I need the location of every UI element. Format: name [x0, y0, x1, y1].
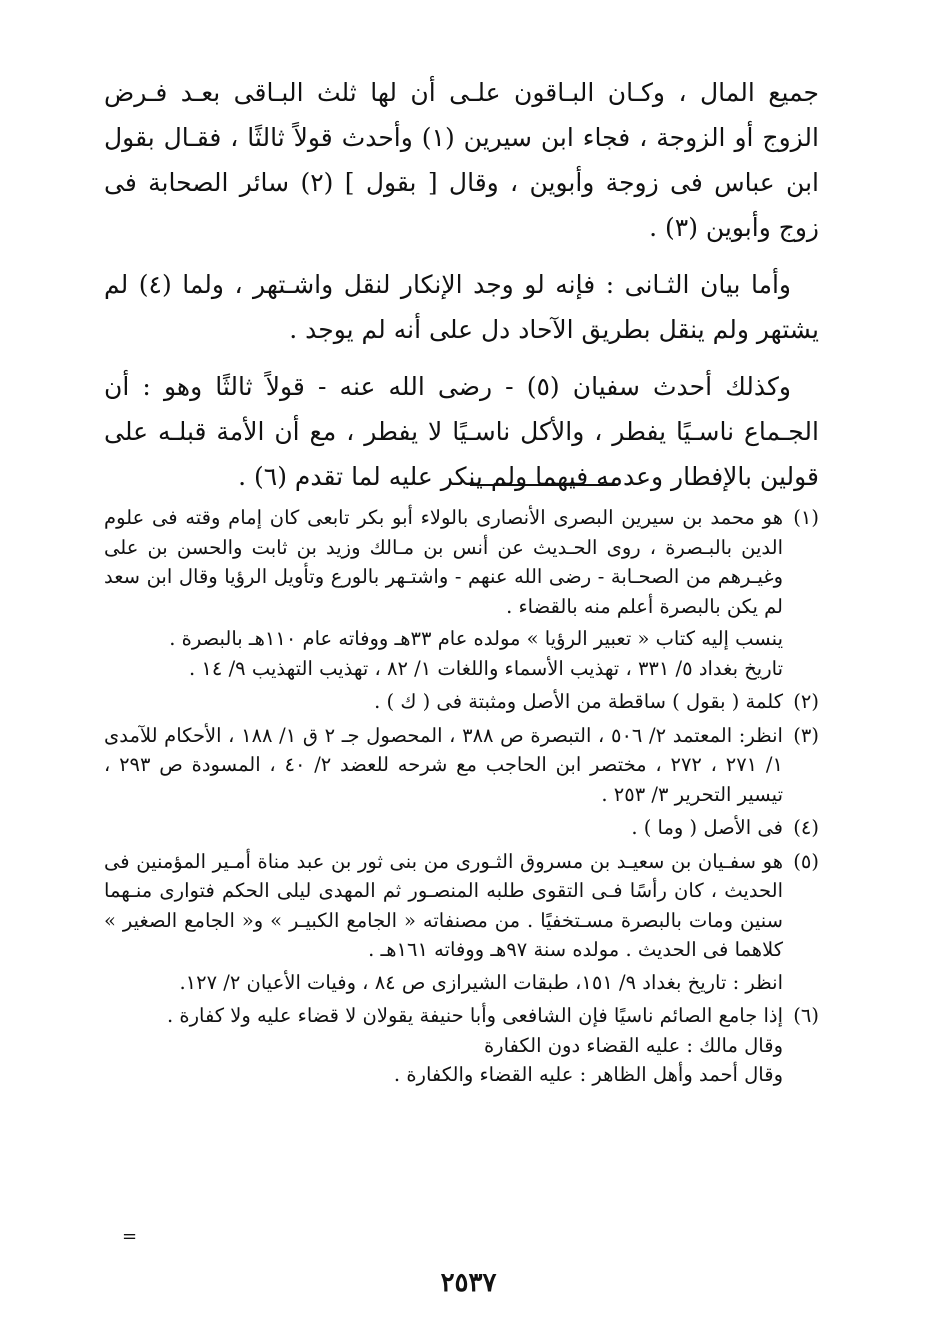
- main-paragraph-3: وكذلك أحدث سفيان (٥) - رضى الله عنه - قولاً ثالثًا وهو : أن الجـماع ناسـيًا يفطر ، والأكل ناسـيًا لا يفطر ، مع أن الأمة قبلـه على قولين بالإفطار وعدمه فيهما ولم ينكر عليه لما تقدم (٦) .: [104, 372, 819, 491]
- footnote-subtext: ينسب إليه كتاب « تعبير الرؤيا » مولده عام ٣٣هـ ووفاته عام ١١٠هـ بالبصرة .: [169, 627, 783, 650]
- footnote-6: [104, 1001, 819, 1090]
- footnotes: [104, 503, 819, 1094]
- footnote-text: إذا جامع الصائم ناسيًا فإن الشافعى وأبا حنيفة يقولان لا قضاء عليه ولا كفارة .: [166, 1004, 783, 1027]
- main-text: [104, 70, 819, 511]
- footnote-text: هو محمد بن سيرين البصرى الأنصارى بالولاء أبو بكر تابعى كان إمام وقته فى علوم الدين بالبـصرة ، روى الحـديث عن أنس بن مـالك وزيد بن ثابت والحسن بن على وغيـرهم من الصحـابة - رضى الله عنهم - واشتـهر بالورع وتأويل الرؤيا وقال ابن سعد لم يكن بالبصرة أعلم منه بالقضاء .: [104, 506, 783, 618]
- footnote-text: هو سفـيان بن سعيـد بن مسروق الثـورى من بنى ثور بن عبد مناة أمـير المؤمنين فى الحديث ، كان رأسًا فـى التقوى طلبه المنصـور ثم المهدى ليلى الحكم فتوارى منـهما سنين ومات بالبصرة مسـتخفيًا . من مصنفاته « الجامع الكبيـر » و« الجامع الصغير » كلاهما فى الحديث . مولده سنة ٩٧هـ ووفاته ١٦١هـ .: [104, 849, 783, 961]
- footnote-text: انظر: المعتمد ٢/ ٥٠٦ ، التبصرة ص ٣٨٨ ، المحصول جـ ٢ ق ١/ ١٨٨ ، الأحكام للآمدى ١/ ٢٧١ ، ٢٧٢ ، مختصر ابن الحاجب مع شرحه للعضد ٢/ ٤٠ ، المسودة ص ٢٩٣ ، تيسير التحرير ٣/ ٢٥٣ .: [104, 723, 783, 806]
- footnote-number: (٥): [793, 849, 819, 873]
- footnote-number: (٢): [793, 690, 819, 713]
- main-paragraph-1: جميع المال ، وكـان البـاقون علـى أن لها ثلث البـاقى بعـد فـرض الزوج أو الزوجة ، فجاء ابن سيرين (١) وأحدث قولاً ثالثًا ، فقـال بقول ابن عباس فى زوجة وأبوين ، وقال [ بقول ] (٢) سائر الصحابة فى زوج وأبوين (٣) .: [104, 78, 819, 242]
- footnote-references: تاريخ بغداد ٥/ ٣٣١ ، تهذيب الأسماء واللغات ١/ ٨٢ ، تهذيب التهذيب ٩/ ١٤ .: [189, 656, 783, 680]
- footnote-references: انظر : تاريخ بغداد ٩/ ١٥١، طبقات الشيرازى ص ٨٤ ، وفيات الأعيان ٢/ ١٢٧.: [179, 970, 783, 994]
- footnote-1: [104, 503, 819, 683]
- footnote-number: (٣): [793, 723, 819, 747]
- footnote-text: فى الأصل ( وما ) .: [631, 816, 783, 839]
- continuation-mark: =: [122, 1226, 138, 1247]
- footnote-subtext: وقال أحمد وأهل الظاهر : عليه القضاء والكفارة .: [393, 1063, 783, 1086]
- footnote-text: كلمة ( بقول ) ساقطة من الأصل ومثبتة فى ( ك ) .: [374, 690, 783, 713]
- footnote-number: (١): [793, 506, 819, 529]
- footnote-separator: [470, 484, 618, 486]
- footnote-number: (٦): [793, 1004, 819, 1027]
- footnote-3: [104, 721, 819, 810]
- footnote-subtext: وقال مالك : عليه القضاء دون الكفارة: [483, 1033, 783, 1057]
- footnote-2: [104, 687, 819, 717]
- page-number: ٢٥٣٧: [440, 1268, 497, 1298]
- main-paragraph-2: وأما بيان الثـانى : فإنه لو وجد الإنكار لنقل واشـتهر ، ولما (٤) لم يشتهر ولم ينقل بطريق الآحاد دل على أنه لم يوجد .: [104, 270, 819, 344]
- footnote-number: (٤): [793, 816, 819, 839]
- footnote-4: [104, 813, 819, 843]
- footnote-5: [104, 847, 819, 998]
